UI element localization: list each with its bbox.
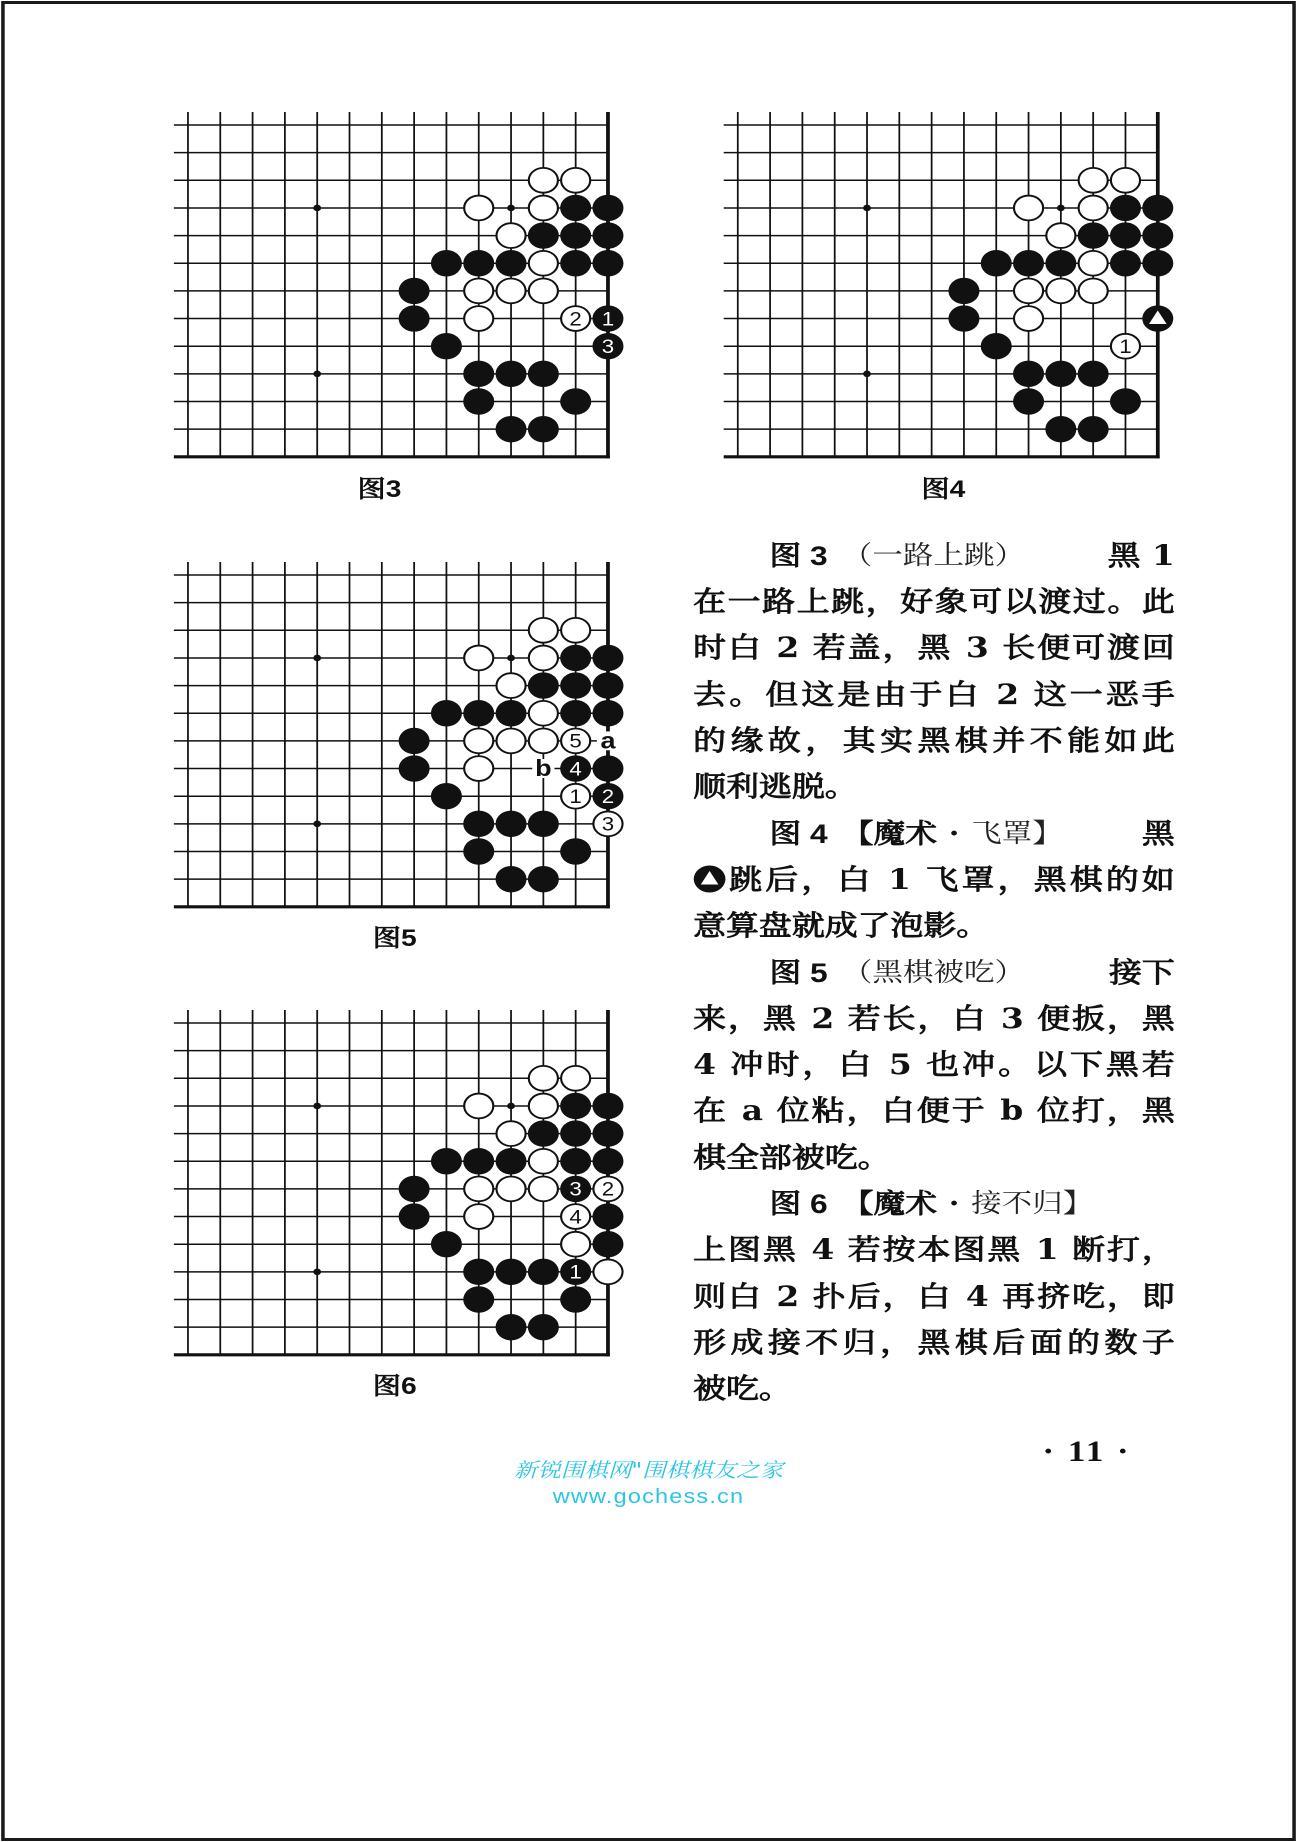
heading-group [770, 533, 1026, 579]
black-stone [431, 700, 462, 726]
text-line: 时白 2 若盖，黑 3 长便可渡回 [693, 631, 1175, 665]
white-stone [496, 1121, 525, 1146]
white-stone [464, 196, 493, 221]
text-line: 则白 2 扑后，白 4 再挤吃，即 [693, 1279, 1175, 1313]
black-stone [592, 1148, 623, 1174]
black-stone [560, 645, 591, 671]
white-stone [529, 1177, 558, 1202]
white-stone [464, 306, 493, 331]
black-stone [1013, 361, 1044, 387]
commentary-fig6-heading [693, 1181, 1175, 1227]
stone-number: 1 [569, 786, 582, 808]
white-stone [561, 618, 590, 643]
point-label: b [535, 755, 552, 782]
text-line: 顺利逃脱。 [693, 770, 858, 804]
black-stone [560, 250, 591, 276]
black-stone [1045, 416, 1076, 442]
white-stone [496, 729, 525, 754]
heading-title-main: 【魔术 [841, 818, 937, 849]
white-stone [496, 673, 525, 698]
black-stone [431, 783, 462, 809]
black-stone [431, 1231, 462, 1257]
black-stone [463, 811, 494, 837]
heading-label: 图 4 [769, 818, 828, 849]
black-stone [592, 1093, 623, 1119]
stone-number: 5 [569, 731, 582, 753]
black-stone [463, 250, 494, 276]
go-diagram-fig3 [174, 112, 627, 473]
heading-title-sub: 接不归】 [971, 1189, 1094, 1219]
star-point [863, 371, 871, 378]
black-stone [592, 222, 623, 248]
black-stone [463, 1286, 494, 1312]
white-stone [1079, 196, 1108, 221]
black-stone [463, 361, 494, 387]
text-line-content: 跳后，白 1 飞罩，黑棋的如 [726, 862, 1175, 896]
white-stone [464, 279, 493, 304]
star-point [863, 205, 871, 212]
heading-title-main: 【魔术 [841, 1189, 937, 1219]
heading-group [770, 950, 1026, 996]
go-diagram-fig4 [724, 112, 1177, 473]
black-stone [592, 755, 623, 781]
white-stone [529, 168, 558, 193]
text-line: 在一路上跳，好象可以渡过。此 [693, 585, 1175, 619]
stone-number: 1 [601, 308, 615, 330]
text-line: 上图黑 4 若按本图黑 1 断打， [693, 1233, 1175, 1267]
black-stone [463, 1259, 494, 1285]
black-stone [1013, 388, 1044, 414]
white-stone [529, 1149, 558, 1174]
black-stone [560, 1120, 591, 1146]
stone-number: 3 [569, 1179, 582, 1201]
black-stone [592, 1120, 623, 1146]
point-label: a [600, 728, 616, 754]
text-line [693, 857, 1175, 903]
text-line: 被吃。 [693, 1372, 792, 1406]
black-stone [431, 1148, 462, 1174]
star-point [313, 655, 321, 662]
black-stone [463, 1148, 494, 1174]
black-stone [496, 811, 527, 837]
black-stone [496, 250, 527, 276]
black-stone [1142, 250, 1173, 276]
heading-lead: 黑 1 [1107, 538, 1175, 572]
watermark-site-name: 新锐围棋网"围棋棋友之家 [513, 1458, 784, 1482]
text-line: 棋全部被吃。 [693, 1140, 891, 1174]
black-stone [399, 728, 430, 754]
black-stone [592, 700, 623, 726]
text-line: 在 a 位粘，白便于 b 位打，黑 [693, 1094, 1175, 1128]
black-stone [431, 250, 462, 276]
white-stone [561, 1232, 590, 1257]
watermark-url: www.gochess.cn [552, 1486, 745, 1508]
white-stone [1079, 251, 1108, 276]
heading-label: 图 6 [769, 1189, 828, 1219]
star-point [507, 205, 515, 212]
black-stone [399, 1203, 430, 1229]
black-stone [1078, 222, 1109, 248]
star-point [313, 371, 321, 378]
white-stone [1079, 168, 1108, 193]
black-stone [1110, 250, 1141, 276]
white-stone [529, 618, 558, 643]
black-stone [1045, 361, 1076, 387]
stone-number: 4 [569, 1206, 582, 1228]
black-stone [399, 305, 430, 331]
heading-label: 图 3 [769, 540, 828, 571]
white-stone [496, 1177, 525, 1202]
black-stone [1110, 195, 1141, 221]
black-stone [528, 811, 559, 837]
black-stone [1078, 416, 1109, 442]
star-point [313, 205, 321, 212]
black-stone [592, 1203, 623, 1229]
white-stone [529, 279, 558, 304]
black-stone [560, 222, 591, 248]
text-line: 的缘故，其实黑棋并不能如此 [693, 724, 1175, 758]
black-stone [560, 700, 591, 726]
white-stone [464, 1204, 493, 1229]
white-stone [1046, 279, 1075, 304]
white-stone [529, 1066, 558, 1091]
black-stone [431, 333, 462, 359]
commentary-fig4-heading [693, 811, 1175, 857]
heading-title-sub: 飞罩】 [971, 818, 1063, 849]
black-stone [592, 672, 623, 698]
stone-number: 2 [601, 1179, 615, 1201]
black-stone [1078, 361, 1109, 387]
stone-number: 2 [569, 308, 582, 330]
figure-caption-fig4: 图4 [921, 476, 966, 503]
white-stone [464, 1177, 493, 1202]
black-stone [399, 278, 430, 304]
white-stone [529, 646, 558, 671]
black-stone [981, 250, 1012, 276]
white-stone [464, 646, 493, 671]
black-stone [981, 333, 1012, 359]
figure-caption-fig3: 图3 [357, 476, 402, 503]
black-stone [560, 388, 591, 414]
white-stone [496, 279, 525, 304]
stone-number: 1 [569, 1262, 582, 1284]
black-stone [528, 1259, 559, 1285]
white-stone [464, 1094, 493, 1119]
white-stone [529, 251, 558, 276]
stone-number: 1 [1119, 336, 1132, 358]
black-stone [1110, 222, 1141, 248]
stone-number: 3 [601, 814, 615, 836]
white-stone [1014, 279, 1043, 304]
text-line: 意算盘就成了泡影。 [693, 909, 990, 943]
white-stone [1046, 223, 1075, 248]
black-stone [1142, 195, 1173, 221]
heading-lead: 接下 [1109, 955, 1175, 989]
white-stone [496, 223, 525, 248]
white-stone [593, 1259, 622, 1284]
white-stone [529, 1094, 558, 1119]
black-stone [948, 305, 979, 331]
black-stone [560, 1093, 591, 1119]
stone-number: 3 [601, 336, 615, 358]
black-stone [560, 838, 591, 864]
heading-lead: 黑 [1141, 816, 1175, 850]
white-stone [464, 756, 493, 781]
black-stone [528, 416, 559, 442]
black-stone [528, 1314, 559, 1340]
white-stone [561, 168, 590, 193]
triangle-stone-icon [693, 865, 726, 893]
figure-caption-fig5: 图5 [372, 925, 417, 952]
black-stone [1110, 388, 1141, 414]
black-stone [496, 866, 527, 892]
black-stone [496, 361, 527, 387]
page-number: · 11 · [1042, 1435, 1131, 1468]
black-stone [592, 645, 623, 671]
black-stone [463, 700, 494, 726]
black-stone [463, 388, 494, 414]
white-stone [561, 1066, 590, 1091]
star-point [313, 821, 321, 828]
stone-number: 4 [569, 758, 582, 780]
figure-caption-fig6: 图6 [372, 1373, 417, 1400]
black-stone [528, 361, 559, 387]
black-stone [496, 1259, 527, 1285]
heading-separator: · [948, 818, 960, 849]
black-stone [528, 866, 559, 892]
text-line: 4 冲时，白 5 也冲。以下黑若 [693, 1048, 1175, 1082]
black-stone [560, 672, 591, 698]
black-stone [1142, 222, 1173, 248]
star-point [313, 1103, 321, 1110]
heading-group [770, 811, 1063, 857]
star-point [507, 1103, 515, 1110]
black-stone [496, 1148, 527, 1174]
black-stone [592, 1231, 623, 1257]
black-stone [528, 222, 559, 248]
black-stone [399, 755, 430, 781]
text-line: 形成接不归，黑棋后面的数子 [693, 1325, 1175, 1359]
black-stone [560, 1148, 591, 1174]
text-line: 来，黑 2 若长，白 3 便扳，黑 [693, 1001, 1175, 1035]
black-stone [496, 700, 527, 726]
commentary-column [693, 533, 1175, 1413]
heading-separator: · [948, 1189, 960, 1219]
star-point [313, 1269, 321, 1276]
heading-title: （一路上跳） [841, 540, 1026, 571]
black-stone [560, 1286, 591, 1312]
black-stone [496, 416, 527, 442]
star-point [1057, 205, 1065, 212]
black-stone [528, 1120, 559, 1146]
black-stone [528, 672, 559, 698]
commentary-fig3-heading [693, 533, 1175, 579]
heading-label: 图 5 [769, 957, 828, 988]
text-line: 去。但这是由于白 2 这一恶手 [693, 677, 1175, 711]
white-stone [1079, 279, 1108, 304]
white-stone [1111, 168, 1140, 193]
stone-number: 2 [601, 786, 615, 808]
black-stone [948, 278, 979, 304]
black-stone [1013, 250, 1044, 276]
star-point [507, 655, 515, 662]
white-stone [1014, 306, 1043, 331]
go-diagram-fig5 [174, 562, 627, 923]
heading-title: （黑棋被吃） [841, 957, 1026, 988]
white-stone [529, 701, 558, 726]
white-stone [464, 729, 493, 754]
white-stone [1014, 196, 1043, 221]
black-stone [399, 1176, 430, 1202]
black-stone [1045, 250, 1076, 276]
commentary-fig5-heading [693, 950, 1175, 996]
go-diagram-fig6 [174, 1010, 627, 1371]
black-stone [496, 1314, 527, 1340]
black-stone [560, 195, 591, 221]
heading-group [770, 1181, 1094, 1227]
white-stone [529, 729, 558, 754]
black-stone [592, 195, 623, 221]
black-stone [463, 838, 494, 864]
black-stone [592, 250, 623, 276]
white-stone [529, 196, 558, 221]
